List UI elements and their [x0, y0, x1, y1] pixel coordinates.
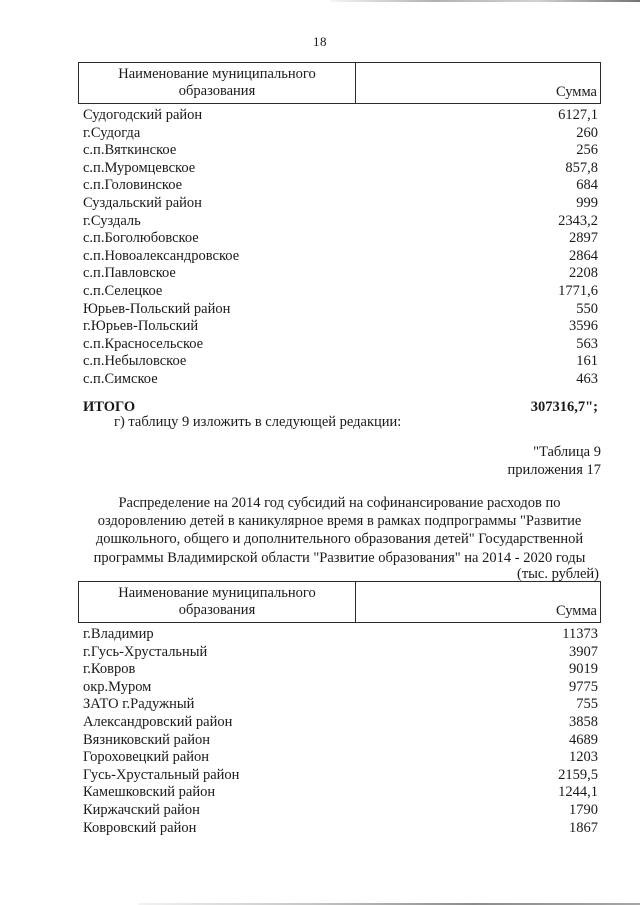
municipality-name-cell: Вязниковский район	[83, 731, 210, 748]
total-label: ИТОГО	[83, 398, 136, 415]
table-1-header-name: Наименование муниципального образования	[79, 63, 356, 103]
amount-cell: 3858	[569, 713, 598, 730]
municipality-name-cell: Александровский район	[83, 713, 233, 730]
amount-cell: 755	[576, 696, 598, 713]
amount-cell: 684	[576, 177, 598, 194]
table-row	[78, 749, 601, 767]
amount-cell: 463	[576, 370, 598, 387]
table-row	[78, 784, 601, 802]
amount-cell: 1244,1	[558, 784, 598, 801]
table-2-body	[78, 626, 601, 837]
municipality-name-cell: Ковровский район	[83, 819, 197, 836]
table-2-header-row	[78, 581, 601, 623]
table-row	[78, 318, 601, 336]
municipality-name-cell: с.п.Селецкое	[83, 282, 163, 299]
municipality-name-cell: с.п.Новоалександровское	[83, 247, 240, 264]
page-number: 18	[313, 34, 327, 49]
subsidy-table-2	[78, 581, 601, 837]
municipality-name-cell: Суздальский район	[83, 194, 202, 211]
municipality-name-cell: Юрьев-Польский район	[83, 300, 231, 317]
amount-cell: 550	[576, 300, 598, 317]
table-row	[78, 371, 601, 389]
table-row	[78, 714, 601, 732]
table-row	[78, 626, 601, 644]
amount-cell: 11373	[562, 626, 598, 642]
municipality-name-cell: ЗАТО г.Радужный	[83, 696, 195, 713]
table-2-header-sum: Сумма	[555, 603, 597, 619]
scan-artifact-top	[330, 0, 640, 2]
amount-cell: 9019	[569, 661, 598, 678]
table-row	[78, 248, 601, 266]
municipality-name-cell: г.Судогда	[83, 124, 141, 141]
municipality-name-cell: Гусь-Хрустальный район	[83, 766, 240, 783]
municipality-name-cell: с.п.Муромцевское	[83, 159, 196, 176]
municipality-name-cell: с.п.Боголюбовское	[83, 230, 199, 247]
table-row	[78, 767, 601, 785]
municipality-name-cell: г.Ковров	[83, 661, 136, 678]
amount-cell: 2897	[569, 230, 598, 247]
table-row	[78, 283, 601, 301]
municipality-name-cell: г.Суздаль	[83, 212, 141, 229]
municipality-name-cell: с.п.Симское	[83, 370, 158, 387]
amount-cell: 256	[576, 142, 598, 159]
table-row	[78, 802, 601, 820]
table-row	[78, 230, 601, 248]
amount-cell: 161	[576, 353, 598, 370]
table-row	[78, 644, 601, 662]
table-row	[78, 820, 601, 838]
table-caption-line-2: приложения 17	[507, 462, 601, 478]
table-row	[78, 265, 601, 283]
municipality-name-cell: г.Владимир	[83, 626, 154, 642]
municipality-name-cell: г.Гусь-Хрустальный	[83, 643, 208, 660]
table-2-header-name: Наименование муниципального образования	[79, 582, 356, 622]
municipality-name-cell: с.п.Вяткинское	[83, 142, 177, 159]
amount-cell: 2864	[569, 247, 598, 264]
table-1-header-row	[78, 62, 601, 104]
amount-cell: 9775	[569, 678, 598, 695]
table-row	[78, 732, 601, 750]
amount-cell: 2208	[569, 265, 598, 282]
amount-cell: 1867	[569, 819, 598, 836]
units-note: (тыс. рублей)	[517, 566, 599, 582]
amount-cell: 1771,6	[558, 282, 598, 299]
amount-cell: 999	[576, 194, 598, 211]
municipality-name-cell: Судогодский район	[83, 107, 203, 123]
table-row	[78, 142, 601, 160]
amendment-item-paragraph: г) таблицу 9 изложить в следующей редакции:	[114, 414, 402, 430]
total-amount: 307316,7";	[530, 398, 598, 415]
amount-cell: 563	[576, 335, 598, 352]
table-row	[78, 679, 601, 697]
amount-cell: 3907	[569, 643, 598, 660]
municipality-name-cell: окр.Муром	[83, 678, 152, 695]
municipality-name-cell: г.Юрьев-Польский	[83, 318, 199, 335]
table-row	[78, 160, 601, 178]
table-row	[78, 353, 601, 371]
table-caption-line-1: "Таблица 9	[533, 444, 601, 460]
amount-cell: 1790	[569, 801, 598, 818]
table-row	[78, 195, 601, 213]
table-row	[78, 125, 601, 143]
amount-cell: 4689	[569, 731, 598, 748]
municipality-name-cell: Гороховецкий район	[83, 749, 210, 766]
table-row	[78, 661, 601, 679]
municipality-name-cell: Киржачский район	[83, 801, 200, 818]
table-1-body	[78, 107, 601, 419]
municipality-name-cell: с.п.Головинское	[83, 177, 183, 194]
table-row	[78, 107, 601, 125]
amount-cell: 2159,5	[558, 766, 598, 783]
amount-cell: 3596	[569, 318, 598, 335]
amount-cell: 857,8	[565, 159, 598, 176]
municipality-name-cell: с.п.Павловское	[83, 265, 176, 282]
table-row	[78, 177, 601, 195]
amount-cell: 1203	[569, 749, 598, 766]
municipality-name-cell: с.п.Красносельское	[83, 335, 204, 352]
municipality-name-cell: с.п.Небыловское	[83, 353, 187, 370]
amount-cell: 260	[576, 124, 598, 141]
amount-cell: 2343,2	[558, 212, 598, 229]
amount-cell: 6127,1	[558, 107, 598, 123]
table-1-header-sum: Сумма	[555, 84, 597, 100]
table-row	[78, 696, 601, 714]
table-intro-paragraph: Распределение на 2014 год субсидий на софинансирование расходов по оздоровлению детей в каникулярное время в рамках подпрограммы "Развитие дошкольного, общего и дополнительного образования детей" Государственной программы Владимирской области "Развитие образования" на 2014 - 2020 годы	[93, 495, 586, 566]
table-row	[78, 301, 601, 319]
table-row	[78, 336, 601, 354]
subsidy-table-1	[78, 62, 601, 419]
table-row	[78, 213, 601, 231]
municipality-name-cell: Камешковский район	[83, 784, 216, 801]
